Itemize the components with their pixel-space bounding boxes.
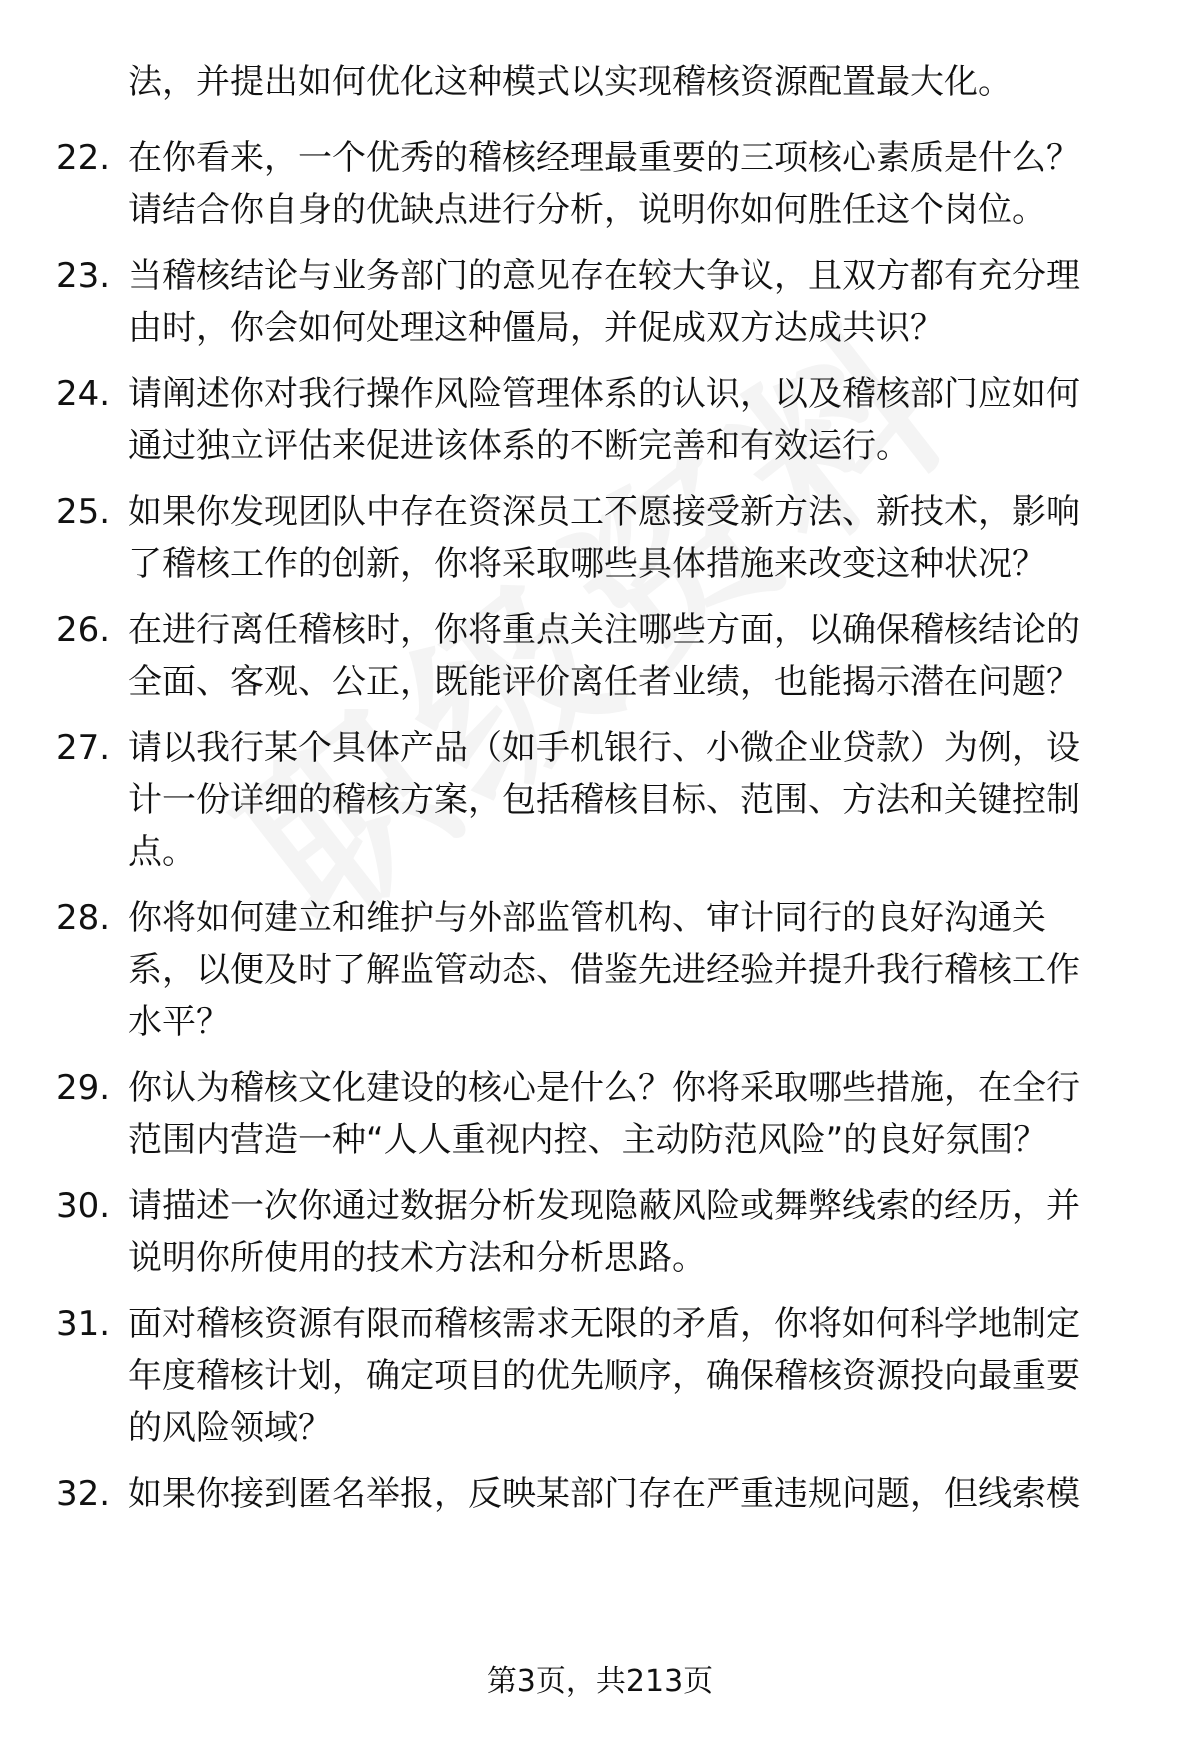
question-line: 点。 — [128, 832, 196, 872]
question-line: 系，以便及时了解监管动态、借鉴先进经验并提升我行稽核工作 — [128, 950, 1080, 990]
question-line: 请结合你自身的优缺点进行分析，说明你如何胜任这个岗位。 — [128, 190, 1046, 230]
question-text — [128, 1180, 1138, 1284]
question-number: 29. — [56, 1068, 111, 1108]
question-text — [128, 132, 1138, 236]
question-text — [128, 1468, 1138, 1520]
question-number: 26. — [56, 610, 111, 650]
question-line: 通过独立评估来促进该体系的不断完善和有效运行。 — [128, 426, 910, 466]
question-line: 当稽核结论与业务部门的意见存在较大争议，且双方都有充分理 — [128, 256, 1080, 296]
question-text — [128, 892, 1138, 1048]
question-number: 28. — [56, 898, 111, 938]
continuation-line: 法，并提出如何优化这种模式以实现稽核资源配置最大化。 — [128, 62, 1012, 102]
question-line: 你认为稽核文化建设的核心是什么？你将采取哪些措施，在全行 — [128, 1068, 1080, 1108]
question-number: 27. — [56, 728, 111, 768]
question-text — [128, 722, 1138, 878]
question-number: 23. — [56, 256, 111, 296]
question-number: 25. — [56, 492, 111, 532]
question-text — [128, 250, 1138, 354]
question-line: 水平？ — [128, 1002, 230, 1042]
question-line: 在你看来，一个优秀的稽核经理最重要的三项核心素质是什么？ — [128, 138, 1080, 178]
question-line: 请阐述你对我行操作风险管理体系的认识，以及稽核部门应如何 — [128, 374, 1080, 414]
question-line: 请描述一次你通过数据分析发现隐蔽风险或舞弊线索的经历，并 — [128, 1186, 1080, 1226]
question-text — [128, 1062, 1138, 1166]
question-line: 面对稽核资源有限而稽核需求无限的矛盾，你将如何科学地制定 — [128, 1304, 1080, 1344]
question-line: 计一份详细的稽核方案，包括稽核目标、范围、方法和关键控制 — [128, 780, 1080, 820]
question-text — [128, 486, 1138, 590]
question-number: 31. — [56, 1304, 111, 1344]
question-number: 24. — [56, 374, 111, 414]
question-line: 由时，你会如何处理这种僵局，并促成双方达成共识？ — [128, 308, 944, 348]
question-number: 30. — [56, 1186, 111, 1226]
question-text — [128, 1298, 1138, 1454]
page-footer: 第3页，共213页 — [486, 1664, 714, 1699]
question-line: 在进行离任稽核时，你将重点关注哪些方面，以确保稽核结论的 — [128, 610, 1080, 650]
question-line: 如果你发现团队中存在资深员工不愿接受新方法、新技术，影响 — [128, 492, 1080, 532]
question-text — [128, 604, 1138, 708]
question-text — [128, 368, 1138, 472]
question-line: 了稽核工作的创新，你将采取哪些具体措施来改变这种状况？ — [128, 544, 1046, 584]
question-line: 你将如何建立和维护与外部监管机构、审计同行的良好沟通关 — [128, 898, 1046, 938]
question-line: 请以我行某个具体产品（如手机银行、小微企业贷款）为例，设 — [128, 728, 1080, 768]
question-line: 的风险领域？ — [128, 1408, 332, 1448]
question-line: 年度稽核计划，确定项目的优先顺序，确保稽核资源投向最重要 — [128, 1356, 1080, 1396]
question-number: 32. — [56, 1474, 111, 1514]
question-number: 22. — [56, 138, 111, 178]
question-line: 范围内营造一种“人人重视内控、主动防范风险”的良好氛围？ — [128, 1120, 1048, 1160]
question-line: 如果你接到匿名举报，反映某部门存在严重违规问题，但线索模 — [128, 1474, 1080, 1514]
question-line: 全面、客观、公正，既能评价离任者业绩，也能揭示潜在问题？ — [128, 662, 1080, 702]
question-line: 说明你所使用的技术方法和分析思路。 — [128, 1238, 706, 1278]
